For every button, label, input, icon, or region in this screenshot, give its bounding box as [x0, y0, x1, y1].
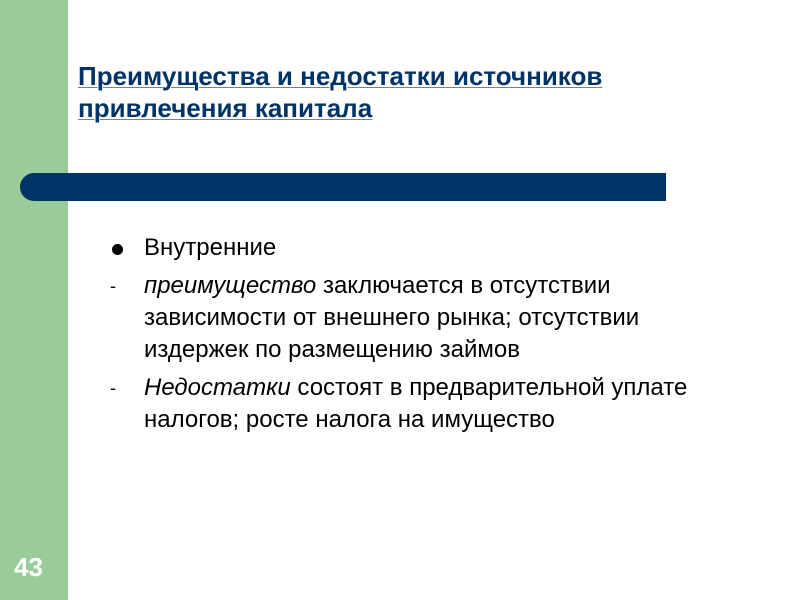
- title-divider-bar: [20, 173, 666, 201]
- bullet-dot-icon: [112, 244, 123, 255]
- disadvantage-text: состоят в предварительной уплате налогов; росте налога на имущество: [144, 374, 688, 433]
- slide-body: [108, 232, 748, 442]
- dash-marker: -: [110, 378, 116, 398]
- advantage-term: преимущество: [144, 272, 317, 299]
- slide-title: [78, 60, 778, 124]
- disadvantage-item: [108, 372, 748, 436]
- title-line-1: Преимущества и недостатки источников: [78, 61, 603, 91]
- bullet-item: [108, 232, 748, 264]
- disadvantage-term: Недостатки: [144, 374, 291, 401]
- advantage-text: заключается в отсутствии зависимости от внешнего рынка; отсутствии издержек по размещению займов: [144, 272, 640, 363]
- title-line-2: привлечения капитала: [78, 93, 373, 123]
- slide-number: 43: [14, 552, 43, 582]
- bullet-heading: Внутренние: [144, 234, 277, 261]
- advantage-item: [108, 270, 748, 366]
- dash-marker: -: [110, 276, 116, 296]
